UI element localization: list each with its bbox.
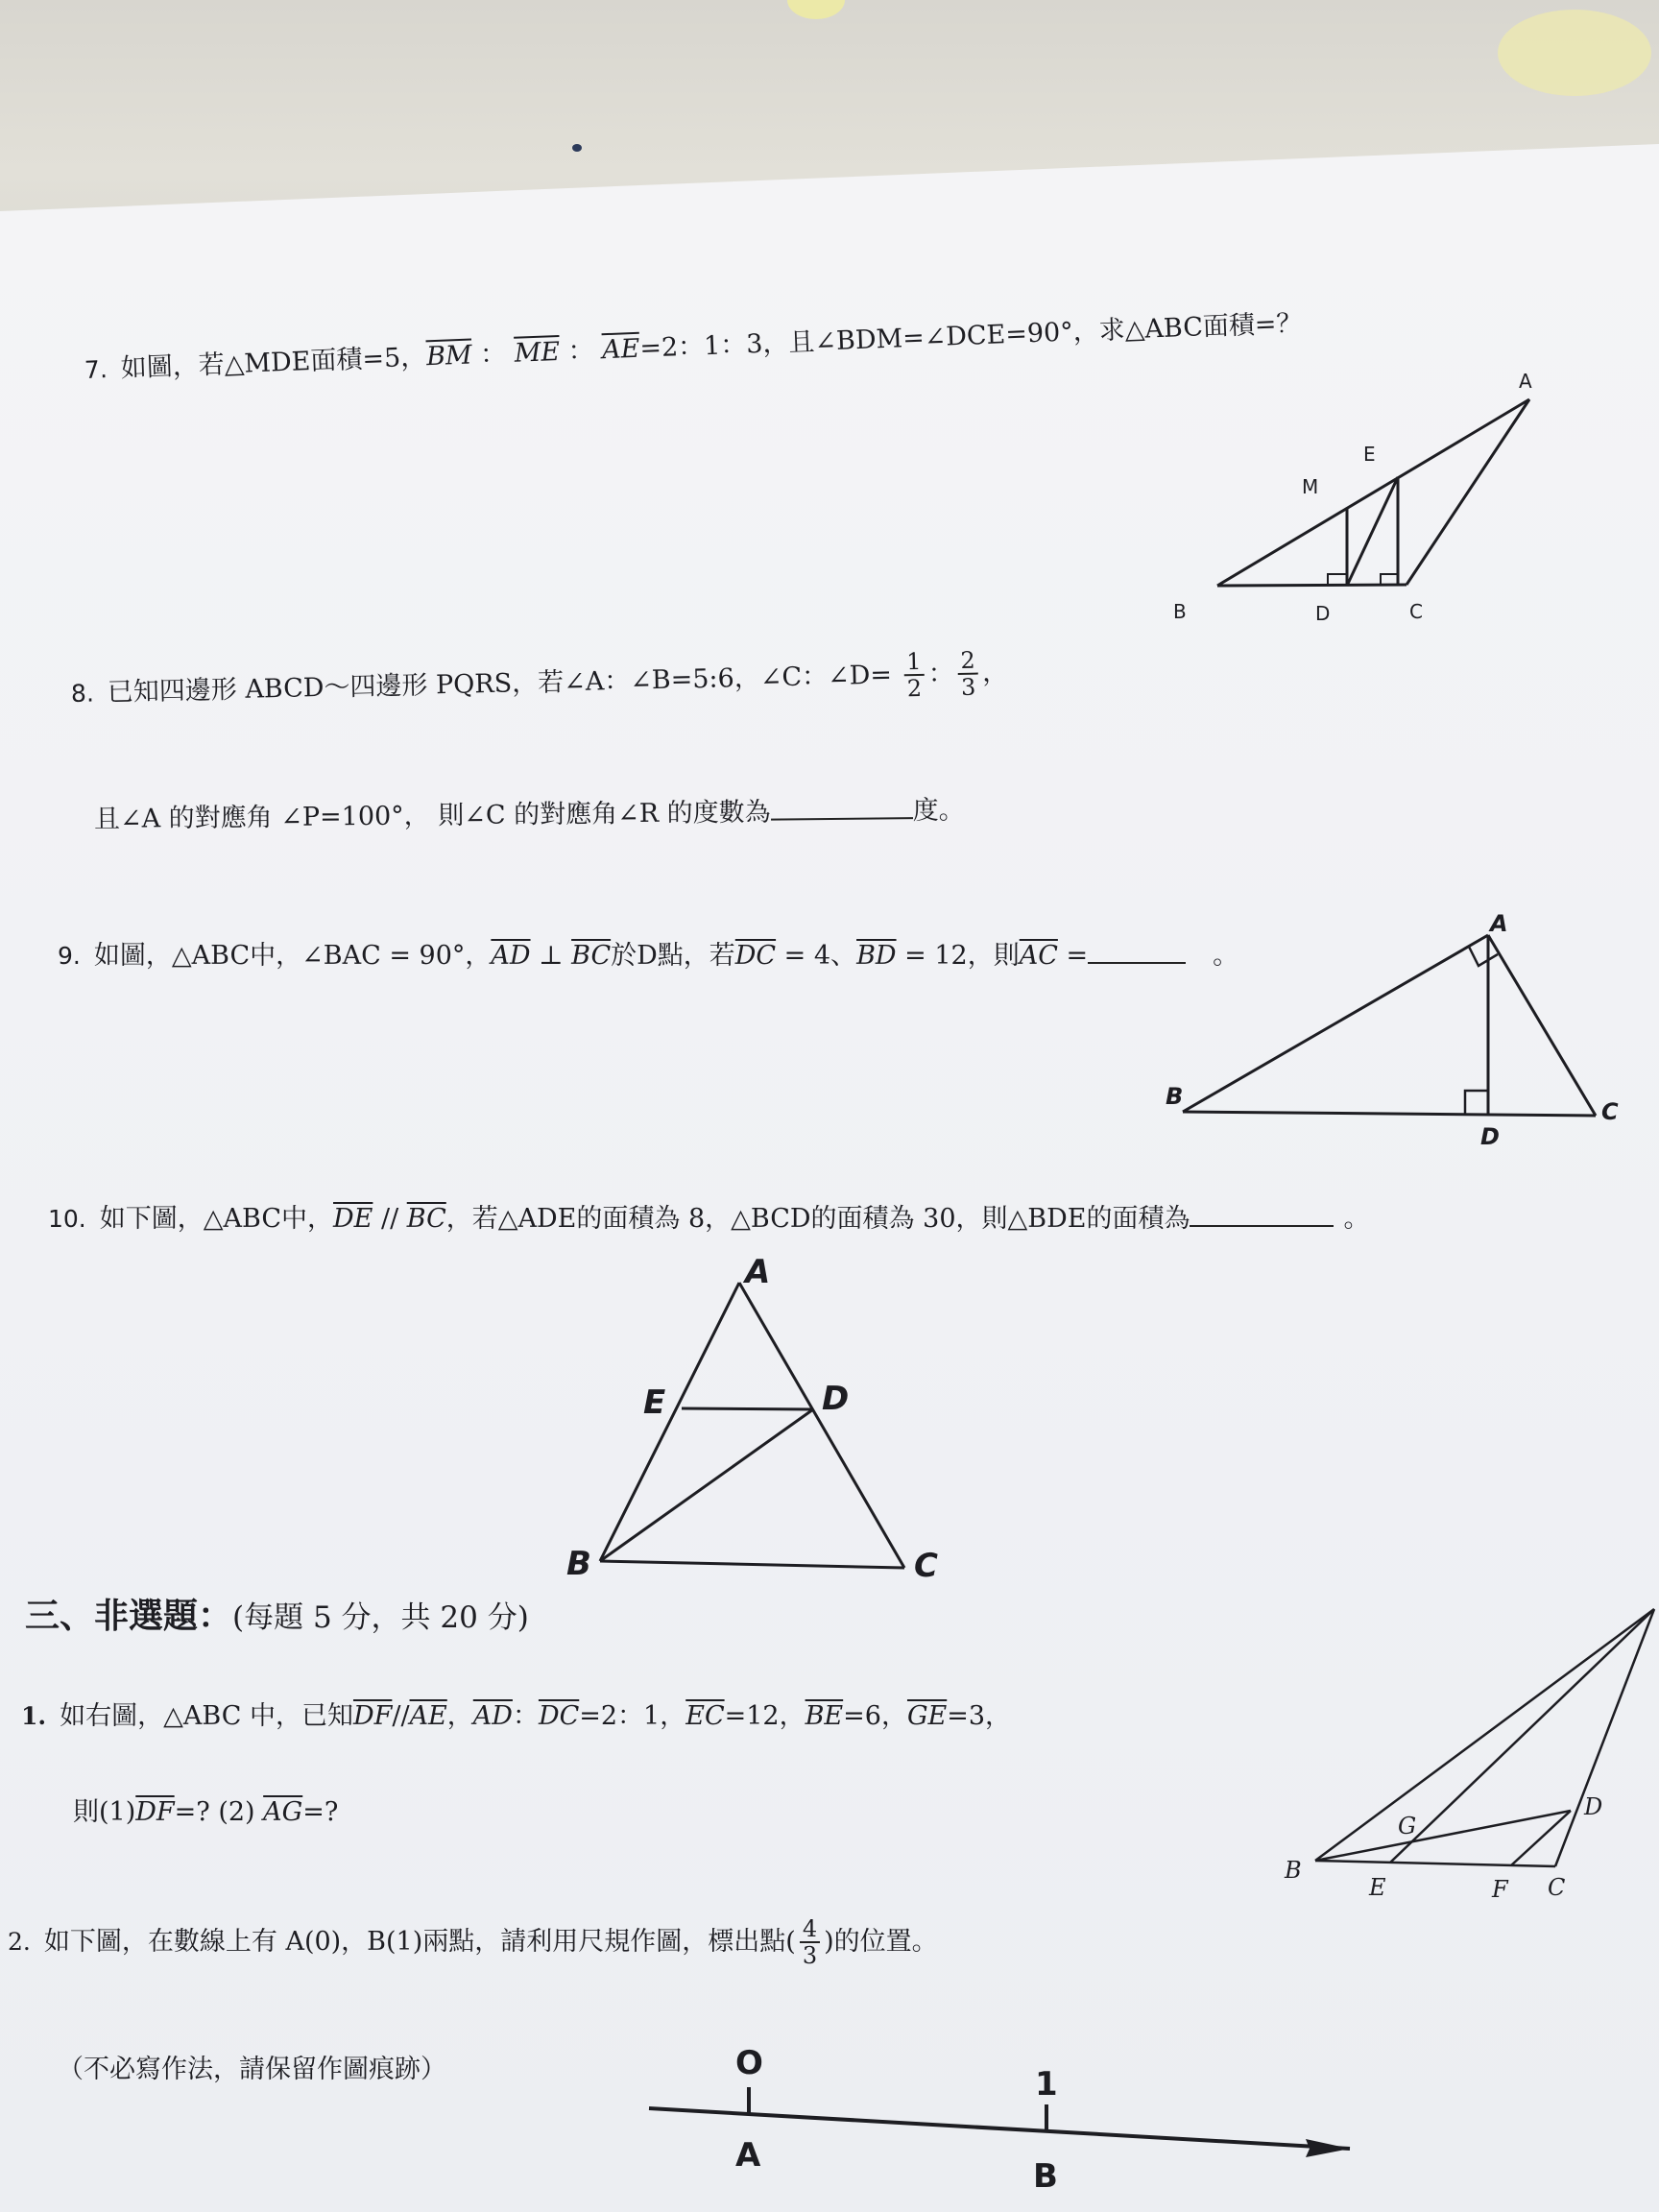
- label-one: 1: [1035, 2065, 1058, 2104]
- question-number: 9.: [58, 942, 81, 970]
- problem-text: 如下圖，在數線上有 A(0)，B(1)兩點，請利用尺規作圖，標出點(: [43, 1926, 796, 1957]
- dark-speck: [572, 144, 582, 152]
- problem-1-line-2: [73, 1797, 338, 1828]
- label-b: B: [1285, 1857, 1302, 1884]
- segment-dc: $\overline{DC}$: [734, 941, 777, 971]
- line-bc: [600, 1561, 904, 1568]
- line-bc: [1217, 585, 1407, 586]
- line-ed: [682, 1408, 813, 1409]
- p1-figure: [1277, 1594, 1659, 1911]
- segment-bc: $\overline{BC}$: [406, 1204, 446, 1234]
- label-o: O: [735, 2044, 763, 2082]
- segment-ag: $\overline{AG}$: [263, 1797, 303, 1827]
- line-ca: [1555, 1609, 1654, 1866]
- line-ba: [1315, 1609, 1654, 1861]
- segment-ae: $\overline{AE}$: [601, 333, 641, 366]
- question-9: [58, 941, 1238, 972]
- label-b: B: [566, 1545, 591, 1583]
- segment-ae: $\overline{AE}$: [409, 1701, 447, 1731]
- comma: ，: [981, 657, 1009, 688]
- line-ca: [1407, 399, 1529, 585]
- label-g: G: [1398, 1813, 1417, 1839]
- segment-dc: $\overline{DC}$: [538, 1701, 580, 1731]
- number-line-figure: [634, 2026, 1382, 2212]
- label-b: B: [1033, 2157, 1058, 2196]
- label-c: C: [1601, 1098, 1619, 1125]
- label-a: A: [735, 2136, 761, 2175]
- fraction-2-3: $\frac{2}{3}$: [957, 648, 979, 701]
- segment-ad: $\overline{AD}$: [491, 941, 531, 971]
- problem-text: =6，: [843, 1701, 907, 1731]
- problem-number: 2.: [8, 1927, 31, 1956]
- line-ac: [1488, 935, 1596, 1116]
- label-e: E: [1363, 443, 1376, 466]
- line-ac: [739, 1283, 904, 1568]
- label-f: F: [1492, 1876, 1508, 1903]
- question-number: 10.: [48, 1205, 86, 1233]
- question-text: 於D點，若: [611, 941, 735, 971]
- period: 。: [1213, 941, 1239, 971]
- line-bc: [1315, 1861, 1555, 1866]
- problem-text: )的位置。: [824, 1926, 938, 1957]
- problem-text: 如右圖，△ABC 中，已知: [60, 1701, 353, 1731]
- label-e: E: [643, 1383, 666, 1422]
- q10-figure: [557, 1248, 960, 1594]
- label-d: D: [822, 1380, 850, 1418]
- problem-text: =2：1，: [579, 1701, 686, 1731]
- q7-figure: [1152, 365, 1555, 634]
- arrow-head-icon: [1306, 2139, 1350, 2157]
- line-bd: [600, 1409, 813, 1561]
- segment-bm: $\overline{BM}$: [425, 340, 473, 373]
- fraction-1-2: $\frac{1}{2}$: [903, 649, 926, 702]
- question-7: 7. 如圖，若△MDE面積=5，$\overline{BM}$ ： $\overline{ME}$ ： $\overline{AE}=2$：1：3，且∠BDM=∠DCE=90°，求△ABC面積=？: [84, 308, 1304, 384]
- line-ab: [600, 1283, 739, 1561]
- line-bc: [1183, 1112, 1596, 1116]
- answer-blank[interactable]: [771, 817, 913, 821]
- question-text: =2：1：3，且∠BDM=∠DCE=90°，求△ABC面積=？: [638, 308, 1304, 364]
- label-a: A: [1490, 910, 1508, 937]
- problem-text: =12，: [724, 1701, 805, 1731]
- segment-bc: $\overline{BC}$: [571, 941, 612, 971]
- yellow-stain: [1498, 10, 1651, 96]
- problem-text: ，: [446, 1701, 473, 1731]
- question-text: =: [1057, 941, 1089, 971]
- line-ba: [1183, 935, 1488, 1112]
- problem-note: （不必寫作法，請保留作圖痕跡）: [58, 2055, 446, 2084]
- label-d: D: [1315, 602, 1331, 625]
- label-c: C: [1548, 1874, 1566, 1901]
- label-c: C: [1409, 600, 1423, 623]
- section-heading: [25, 1589, 529, 1638]
- line-fd: [1511, 1811, 1571, 1865]
- label-m: M: [1302, 475, 1319, 498]
- period: 。: [1343, 1204, 1370, 1234]
- question-text: ，若△ADE的面積為 8，△BCD的面積為 30，則△BDE的面積為: [445, 1204, 1190, 1234]
- segment-ac: $\overline{AC}$: [1019, 941, 1058, 971]
- problem-text: 則(1): [73, 1797, 136, 1827]
- question-10: [48, 1204, 1369, 1235]
- segment-de: $\overline{DE}$: [333, 1204, 373, 1234]
- segment-df: $\overline{DF}$: [135, 1797, 175, 1827]
- label-a: A: [1519, 370, 1532, 393]
- segment-be: $\overline{BE}$: [805, 1701, 844, 1731]
- right-angle-a: [1469, 947, 1498, 966]
- label-d: D: [1480, 1123, 1500, 1150]
- problem-text: =3，: [947, 1701, 1012, 1731]
- segment-ec: $\overline{EC}$: [685, 1701, 725, 1731]
- right-angle-d: [1465, 1091, 1488, 1114]
- answer-blank[interactable]: [1190, 1225, 1334, 1227]
- question-text: = 4、: [776, 941, 857, 971]
- segment-ad: $\overline{AD}$: [472, 1701, 513, 1731]
- perp-symbol: ⊥: [530, 941, 572, 971]
- fraction-4-3: $\frac{4}{3}$: [800, 1916, 820, 1969]
- label-b: B: [1173, 600, 1187, 623]
- question-number: 7.: [84, 355, 108, 384]
- segment-ge: $\overline{GE}$: [906, 1701, 948, 1731]
- colon: ：: [512, 1701, 539, 1731]
- yellow-stain: [787, 0, 845, 19]
- label-e: E: [1369, 1874, 1386, 1901]
- label-d: D: [1584, 1793, 1603, 1820]
- question-text: 已知四邊形 ABCD～四邊形 PQRS，若∠A：∠B=5:6，∠C：∠D=: [107, 660, 893, 709]
- problem-1: [21, 1701, 1011, 1732]
- line-ea: [1390, 1609, 1654, 1863]
- colon: ：: [927, 659, 955, 689]
- question-text: 且∠A 的對應角 ∠P=100°， 則∠C 的對應角∠R 的度數為: [93, 797, 771, 834]
- question-text: 度。: [912, 795, 965, 827]
- problem-text: =? (2): [174, 1797, 264, 1827]
- parallel-symbol: //: [373, 1204, 407, 1234]
- question-text: 如下圖，△ABC中，: [99, 1204, 334, 1234]
- segment-bd: $\overline{BD}$: [856, 941, 897, 971]
- problem-2-note: [58, 2055, 446, 2085]
- question-text: 如圖，△ABC中，∠BAC = 90°，: [93, 941, 492, 971]
- problem-text: =?: [302, 1797, 339, 1827]
- problem-2: [8, 1916, 938, 1969]
- line-ba: [1217, 399, 1529, 586]
- section-subtitle: (每題 5 分，共 20 分): [232, 1600, 529, 1635]
- section-title: 三、非選題：: [25, 1596, 233, 1636]
- segment-me: $\overline{ME}$: [514, 336, 561, 369]
- label-c: C: [914, 1547, 938, 1585]
- parallel-symbol: //: [392, 1701, 410, 1731]
- label-b: B: [1166, 1083, 1184, 1110]
- q9-figure: [1162, 902, 1642, 1152]
- question-number: 8.: [70, 679, 95, 708]
- segment-df: $\overline{DF}$: [352, 1701, 393, 1731]
- question-text: = 12，則: [896, 941, 1020, 971]
- label-a: A: [745, 1253, 771, 1291]
- question-text: 如圖，若△MDE面積=5，: [120, 342, 427, 384]
- problem-number: 1.: [21, 1702, 47, 1730]
- line-bd: [1315, 1811, 1571, 1861]
